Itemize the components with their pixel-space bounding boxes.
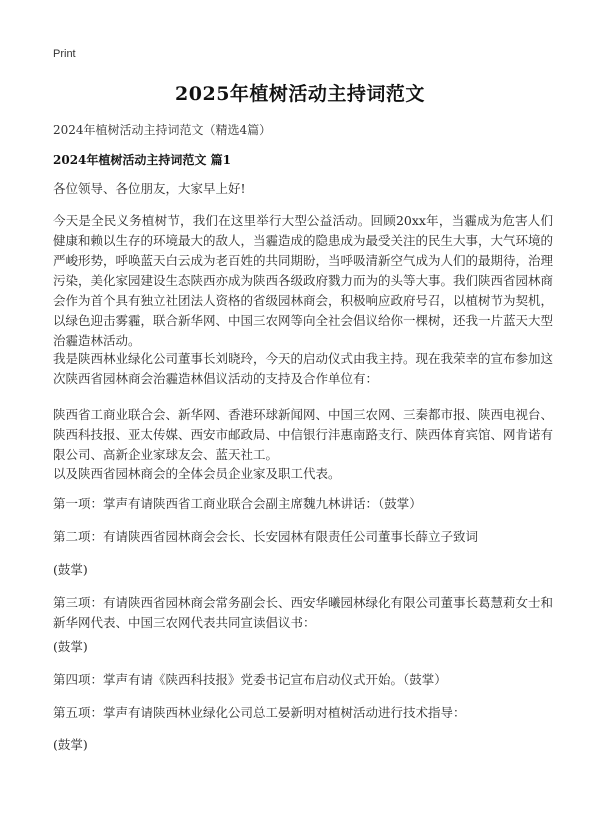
paragraph-intro: 今天是全民义务植树节，我们在这里举行大型公益活动。回顾20xx年，当霾成为危害人们健康和赖以生存的环境最大的敌人，当霾造成的隐患成为最受关注的民生大事，大气环境的严峻形势，呼唤蓝天白云成为老百姓的共同期盼，当呼吸清新空气成为人们的最期待，治理污染，美化家园建设生态陕西亦成为陕西各级政府戮力而为的头等大事。我们陕西省园林商会作为首个具有独立社团法人资格的省级园林商会，积极响应政府号召，以植树节为契机，以绿色迎击雾霾，联合新华网、中国三农网等向全社会倡议给你一棵树，还我一片蓝天大型治霾造林活动。 <box>53 213 554 348</box>
document-subtitle: 2024年植树活动主持词范文（精选4篇） <box>53 123 272 137</box>
section-heading: 2024年植树活动主持词范文 篇1 <box>53 153 231 167</box>
applause-note: (鼓掌) <box>53 737 88 752</box>
paragraph-greeting: 各位领导、各位朋友，大家早上好! <box>53 181 246 196</box>
agenda-item-4: 第四项：掌声有请《陕西科技报》党委书记宣布启动仪式开始。（鼓掌） <box>53 672 447 687</box>
paragraph-members: 以及陕西省园林商会的全体会员企业家及职工代表。 <box>53 466 341 481</box>
print-link[interactable]: Print <box>53 48 76 60</box>
applause-note: (鼓掌) <box>53 639 88 654</box>
agenda-item-3: 第三项：有请陕西省园林商会常务副会长、西安华曦园林绿化有限公司董事长葛慧莉女士和新华网代表、中国三农网代表共同宣读倡议书： <box>53 595 554 630</box>
paragraph-host: 我是陕西林业绿化公司董事长刘晓玲，今天的启动仪式由我主持。现在我荣幸的宣布参加这次陕西省园林商会治霾造林倡议活动的支持及合作单位有： <box>53 351 554 386</box>
agenda-item-2: 第二项：有请陕西省园林商会会长、长安园林有限责任公司董事长薛立子致词 <box>53 529 479 544</box>
agenda-item-1: 第一项：掌声有请陕西省工商业联合会副主席魏九林讲话：（鼓掌） <box>53 496 422 511</box>
paragraph-partner-units: 陕西省工商业联合会、新华网、香港环球新闻网、中国三农网、三秦都市报、陕西电视台、陕西科技报、亚太传媒、西安市邮政局、中信银行沣惠南路支行、陕西体育宾馆、网肯诺有限公司、高新企业家球友会、蓝天社工。 <box>53 407 554 462</box>
document-title: 2025年植树活动主持词范文 <box>175 83 425 105</box>
agenda-item-5: 第五项：掌声有请陕西林业绿化公司总工晏新明对植树活动进行技术指导： <box>53 705 466 720</box>
applause-note: (鼓掌) <box>53 562 88 577</box>
